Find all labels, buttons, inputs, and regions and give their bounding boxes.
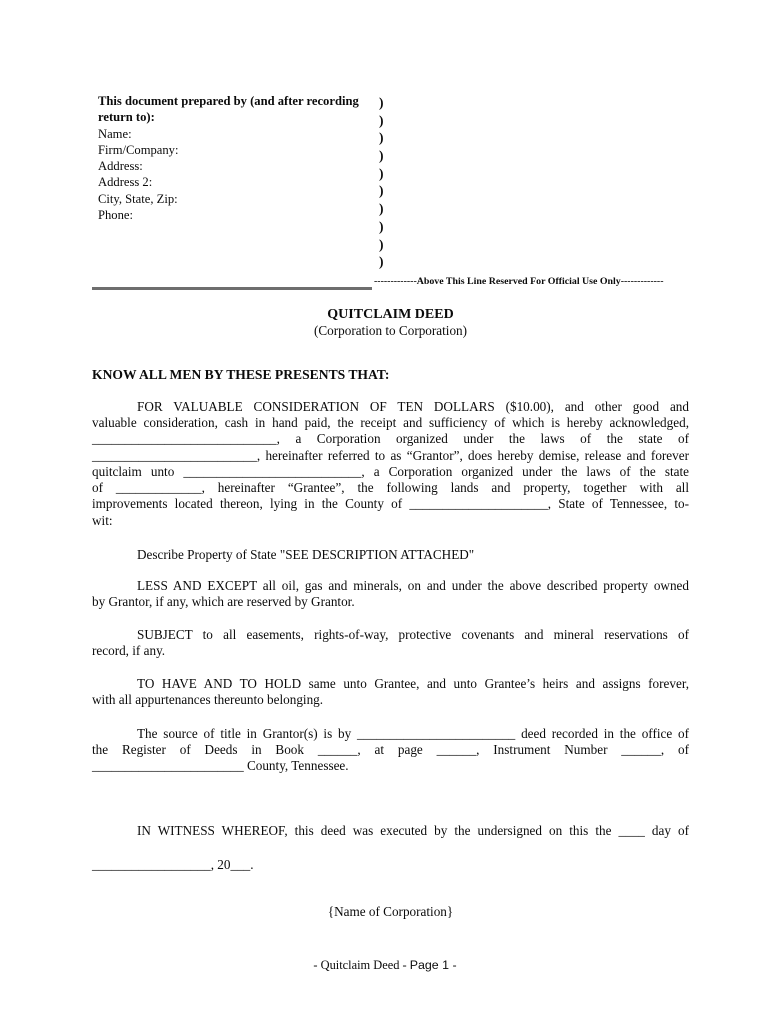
paragraph-line: by Grantor, if any, which are reserved by Grantor. xyxy=(92,594,355,610)
field-label-phone: Phone: xyxy=(98,208,133,223)
paragraph-witness xyxy=(92,823,689,873)
signature-rule xyxy=(92,287,372,290)
paragraph-line: _______________________ County, Tennessee. xyxy=(92,758,349,773)
paragraph-line: quitclaim unto ___________________________, a Corporation organized under the laws of the state xyxy=(92,463,689,479)
paren-mark: ) xyxy=(379,130,384,146)
paren-mark: ) xyxy=(379,183,384,199)
paragraph-line: SUBJECT to all easements, rights-of-way, protective covenants and mineral reservations of xyxy=(137,626,689,642)
document-title: QUITCLAIM DEED xyxy=(327,307,454,322)
recording-stamp-parens xyxy=(379,94,384,271)
paren-mark: ) xyxy=(379,236,384,252)
paragraph-line: The source of title in Grantor(s) is by ________________________ deed recorded in the office of xyxy=(137,725,689,741)
paragraph-have-hold xyxy=(92,676,689,709)
footer-doc-label: - Quitclaim Deed - xyxy=(313,958,410,972)
paragraph-line: of _____________, hereinafter “Grantee”, the following lands and property, together with all xyxy=(92,480,689,495)
paragraph-line: valuable consideration, cash in hand paid, the receipt and sufficiency of which is hereby acknowledged, xyxy=(92,415,689,430)
field-label-address2: Address 2: xyxy=(98,175,153,190)
paragraph-less-except xyxy=(92,578,689,611)
paren-mark: ) xyxy=(379,112,384,128)
opening-clause: KNOW ALL MEN BY THESE PRESENTS THAT: xyxy=(92,366,390,382)
paren-mark: ) xyxy=(379,95,384,110)
field-label-name: Name: xyxy=(98,126,132,141)
paragraph-line: record, if any. xyxy=(92,642,166,658)
paren-mark: ) xyxy=(379,165,384,181)
paragraph-line: TO HAVE AND TO HOLD same unto Grantee, and unto Grantee’s heirs and assigns forever, xyxy=(137,676,689,691)
paren-mark: ) xyxy=(379,201,384,217)
paren-mark: ) xyxy=(379,254,384,270)
prepared-by-block xyxy=(98,93,370,223)
document-subtitle: (Corporation to Corporation) xyxy=(313,323,468,339)
paragraph-line: FOR VALUABLE CONSIDERATION OF TEN DOLLARS ($10.00), and other good and xyxy=(137,398,689,414)
paragraph-line: with all appurtenances thereunto belonging. xyxy=(92,692,324,708)
document-body xyxy=(92,307,689,920)
prepared-by-heading-line2: return to): xyxy=(98,110,155,125)
paragraph-line: ____________________________, a Corporation organized under the laws of the state of xyxy=(92,431,689,447)
field-label-address: Address: xyxy=(98,159,143,174)
corporation-name-placeholder: {Name of Corporation} xyxy=(327,903,454,919)
paragraph-line: improvements located thereon, lying in the County of _____________________, State of Tennessee, to- xyxy=(92,496,689,512)
official-use-note: -------------Above This Line Reserved For Official Use Only------------- xyxy=(374,276,664,287)
paragraph-consideration xyxy=(92,399,689,529)
paragraph-line: LESS AND EXCEPT all oil, gas and minerals, on and under the above described property owned xyxy=(137,578,689,593)
paragraph-describe-property: Describe Property of State "SEE DESCRIPTION ATTACHED" xyxy=(137,546,475,562)
field-label-city-state-zip: City, State, Zip: xyxy=(98,191,178,206)
paragraph-subject xyxy=(92,627,689,660)
paragraph-source-of-title xyxy=(92,726,689,775)
paren-mark: ) xyxy=(379,148,384,164)
page-footer xyxy=(0,958,770,973)
prepared-by-heading-line1: This document prepared by (and after recording xyxy=(98,94,359,108)
footer-page-label: Page 1 - xyxy=(409,958,457,972)
paren-mark: ) xyxy=(379,218,384,234)
paragraph-line: IN WITNESS WHEREOF, this deed was executed by the undersigned on this the ____ day of xyxy=(137,823,689,839)
paragraph-line: the Register of Deeds in Book ______, at page ______, Instrument Number ______, of xyxy=(92,741,689,757)
field-label-firm-company: Firm/Company: xyxy=(98,142,179,157)
paragraph-line: __________________, 20___. xyxy=(92,856,254,872)
paragraph-line: wit: xyxy=(92,512,113,528)
paragraph-line: _________________________, hereinafter referred to as “Grantor”, does hereby demise, release and forever xyxy=(92,447,689,463)
